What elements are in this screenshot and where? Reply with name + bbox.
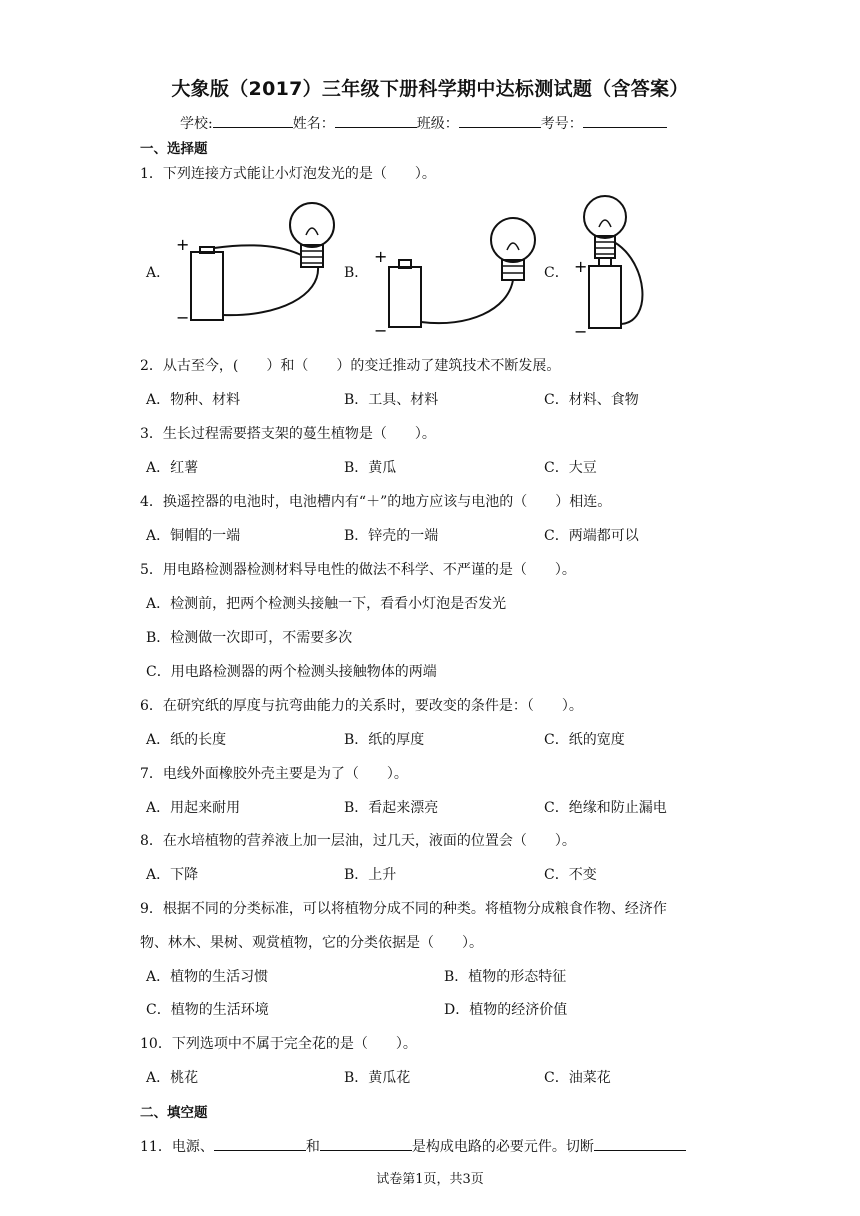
q11-text-part1: 11．电源、 [140, 1139, 214, 1155]
battery-cap [599, 258, 611, 266]
question-2-option-a[interactable]: A．物种、材料 [146, 392, 241, 408]
question-2-option-c[interactable]: C．材料、食物 [544, 392, 639, 408]
question-8-option-a[interactable]: A．下降 [146, 867, 199, 883]
question-3-option-b[interactable]: B．黄瓜 [344, 460, 397, 476]
plus-sign: + [176, 235, 190, 254]
question-1-option-b[interactable]: B． [344, 265, 369, 281]
question-10-option-c[interactable]: C．油菜花 [544, 1070, 611, 1086]
bulb-glass [584, 196, 626, 238]
plus-sign: + [574, 257, 588, 276]
question-9-stem: 9．根据不同的分类标准，可以将植物分成不同的种类。将植物分成粮食作物、经济作 [140, 901, 667, 917]
question-5-option-c[interactable]: C．用电路检测器的两个检测头接触物体的两端 [146, 664, 437, 680]
question-4-stem: 4．换遥控器的电池时，电池槽内有“＋”的地方应该与电池的（ ）相连。 [140, 494, 612, 510]
question-1-option-c[interactable]: C． [544, 265, 569, 281]
minus-sign: − [374, 321, 388, 340]
minus-sign: − [176, 308, 190, 327]
q11-blank-1[interactable] [214, 1136, 306, 1151]
q11-text-part2: 和 [305, 1139, 320, 1155]
circuit-diagram-a [170, 195, 340, 335]
question-6-stem: 6．在研究纸的厚度与抗弯曲能力的关系时，要改变的条件是：（ ）。 [140, 698, 583, 714]
q11-blank-2[interactable] [320, 1136, 412, 1151]
question-6-option-a[interactable]: A．纸的长度 [146, 732, 227, 748]
question-8-stem: 8．在水培植物的营养液上加一层油，过几天，液面的位置会（ ）。 [140, 833, 576, 849]
wire-bottom [223, 267, 318, 315]
school-label: 学校: [180, 116, 213, 132]
q11-text-part3: 是构成电路的必要元件。切断 [411, 1139, 594, 1155]
question-3-option-c[interactable]: C．大豆 [544, 460, 597, 476]
question-5-option-b[interactable]: B．检测做一次即可，不需要多次 [146, 630, 353, 646]
plus-sign: + [374, 247, 388, 266]
class-blank[interactable] [459, 113, 541, 128]
question-7-option-a[interactable]: A．用起来耐用 [146, 800, 241, 816]
question-5-option-a[interactable]: A．检测前，把两个检测头接触一下，看看小灯泡是否发光 [146, 596, 507, 612]
q11-blank-3[interactable] [594, 1136, 686, 1151]
question-9-stem-line2: 物、林木、果树、观赏植物，它的分类依据是（ ）。 [140, 935, 483, 951]
battery-cap [200, 247, 214, 253]
question-5-stem: 5．用电路检测器检测材料导电性的做法不科学、不严谨的是（ ）。 [140, 562, 576, 578]
page-footer: 试卷第1页，共3页 [376, 1172, 484, 1187]
question-7-option-b[interactable]: B．看起来漂亮 [344, 800, 439, 816]
battery-body [191, 252, 223, 320]
question-6-option-b[interactable]: B．纸的厚度 [344, 732, 425, 748]
battery-body [389, 267, 421, 327]
question-7-option-c[interactable]: C．绝缘和防止漏电 [544, 800, 667, 816]
question-10-stem: 10．下列选项中不属于完全花的是（ ）。 [140, 1036, 417, 1052]
question-4-option-b[interactable]: B．锌壳的一端 [344, 528, 439, 544]
question-1-stem: 1．下列连接方式能让小灯泡发光的是（ ）。 [140, 166, 436, 182]
wire-top [214, 245, 301, 255]
question-10-option-b[interactable]: B．黄瓜花 [344, 1070, 411, 1086]
bulb-glass [491, 218, 535, 262]
name-blank[interactable] [335, 113, 417, 128]
class-label: 班级： [416, 116, 459, 132]
question-2-option-b[interactable]: B．工具、材料 [344, 392, 439, 408]
minus-sign: − [574, 322, 588, 341]
circuit-diagram-b [368, 210, 538, 340]
question-6-option-c[interactable]: C．纸的宽度 [544, 732, 625, 748]
question-8-option-c[interactable]: C．不变 [544, 867, 597, 883]
question-9-option-a[interactable]: A．植物的生活习惯 [146, 969, 269, 985]
exam-no-label: 考号： [540, 116, 583, 132]
question-1-option-a[interactable]: A． [146, 265, 171, 281]
circuit-diagram-c [568, 192, 668, 342]
question-2-stem: 2．从古至今，( ）和（ ）的变迁推动了建筑技术不断发展。 [140, 358, 561, 374]
question-11-stem [140, 1136, 686, 1156]
question-9-option-c[interactable]: C．植物的生活环境 [146, 1002, 269, 1018]
question-4-option-c[interactable]: C．两端都可以 [544, 528, 639, 544]
question-7-stem: 7．电线外面橡胶外壳主要是为了（ ）。 [140, 766, 408, 782]
exam-no-blank[interactable] [583, 113, 667, 128]
question-10-option-a[interactable]: A．桃花 [146, 1070, 199, 1086]
student-info-line [180, 113, 667, 133]
exam-title: 大象版（2017）三年级下册科学期中达标测试题（含答案） [171, 78, 689, 100]
wire [421, 280, 513, 323]
wire [614, 242, 642, 324]
school-blank[interactable] [213, 113, 293, 128]
question-4-option-a[interactable]: A．铜帽的一端 [146, 528, 241, 544]
question-3-option-a[interactable]: A．红薯 [146, 460, 199, 476]
battery-body [589, 266, 621, 328]
section-heading-choice: 一、选择题 [140, 141, 208, 157]
question-9-option-d[interactable]: D．植物的经济价值 [444, 1002, 568, 1018]
question-8-option-b[interactable]: B．上升 [344, 867, 397, 883]
question-9-option-b[interactable]: B．植物的形态特征 [444, 969, 567, 985]
section-heading-fill: 二、填空题 [140, 1105, 208, 1121]
question-3-stem: 3．生长过程需要搭支架的蔓生植物是（ ）。 [140, 426, 436, 442]
name-label: 姓名： [292, 116, 335, 132]
bulb-glass [290, 203, 334, 247]
